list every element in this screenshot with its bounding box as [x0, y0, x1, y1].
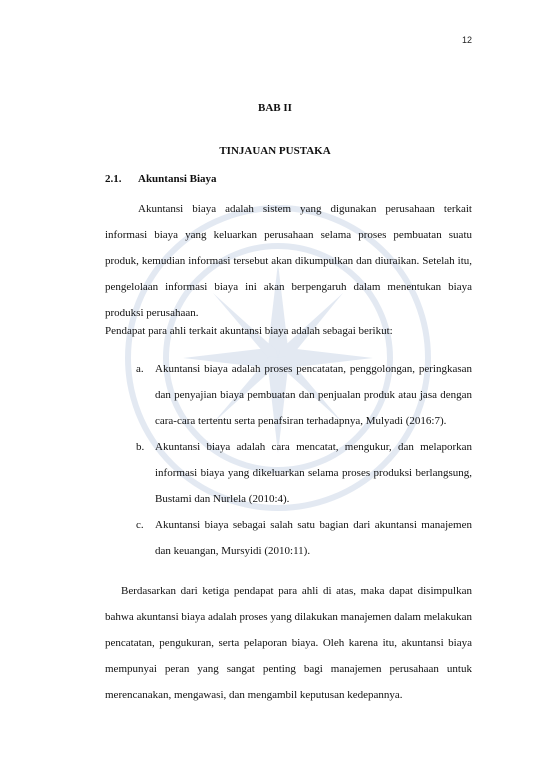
page-number: 12	[461, 35, 472, 45]
list-item	[136, 434, 472, 512]
list-item	[136, 512, 472, 564]
list-item-text: Akuntansi biaya sebagai salah satu bagian dari akuntansi manajemen dan keuangan, Mursyidi (2010:11).	[155, 519, 472, 557]
paragraph-conclusion: Berdasarkan dari ketiga pendapat para ahli di atas, maka dapat disimpulkan bahwa akuntansi biaya adalah proses yang dilakukan manajemen dalam melakukan pencatatan, pengukuran, serta pelaporan biaya. Oleh karena itu, akuntansi biaya mempunyai peran yang sangat penting bagi manajemen perusahaan untuk merencanakan, mengawasi, dan mengambil keputusan kedepannya.	[105, 585, 472, 701]
chapter-title: TINJAUAN PUSTAKA	[219, 145, 331, 157]
paragraph-lead-in: Pendapat para ahli terkait akuntansi biaya adalah sebagai berikut:	[105, 325, 393, 337]
list-item-text: Akuntansi biaya adalah proses pencatatan, penggolongan, peringkasan dan penyajian biaya pembuatan dan penjualan produk atau jasa dengan cara-cara tertentu serta penafsiran terhadapnya, Mulyadi (2016:7).	[155, 363, 472, 427]
section-number: 2.1.	[105, 173, 122, 185]
section-title: Akuntansi Biaya	[138, 173, 217, 185]
section-heading	[105, 173, 217, 185]
list-item-text: Akuntansi biaya adalah cara mencatat, mengukur, dan melaporkan informasi biaya yang dikeluarkan selama proses produksi berlangsung, Bustami dan Nurlela (2010:4).	[155, 441, 472, 505]
list-marker: b.	[136, 441, 145, 453]
definition-list	[136, 356, 472, 564]
list-item	[136, 356, 472, 434]
list-marker: a.	[136, 363, 144, 375]
list-marker: c.	[136, 519, 144, 531]
paragraph-intro: Akuntansi biaya adalah sistem yang digunakan perusahaan terkait informasi biaya yang keluarkan perusahaan selama proses pembuatan suatu produk, kemudian informasi tersebut akan dikumpulkan dan diuraikan. Setelah itu, pengelolaan informasi biaya ini akan berpengaruh dalam menentukan biaya produksi perusahaan.	[105, 203, 472, 319]
chapter-heading: BAB II	[258, 102, 292, 114]
